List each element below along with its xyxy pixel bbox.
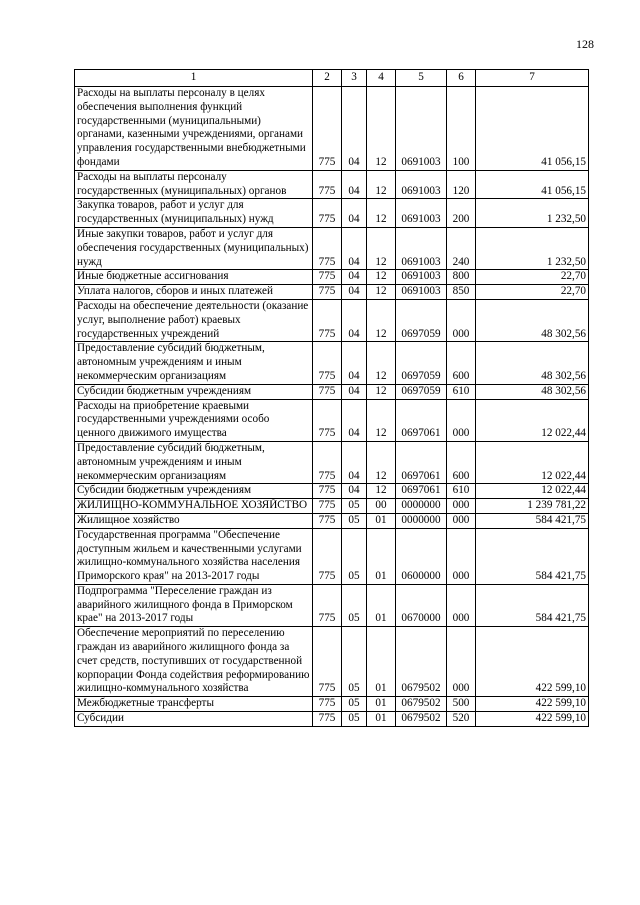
row-csr: 0697059	[396, 299, 447, 341]
row-name: Предоставление субсидий бюджетным, автономным учреждениям и иным некоммерческим организациям	[75, 342, 313, 384]
row-csr: 0691003	[396, 87, 447, 171]
row-pr: 12	[367, 484, 396, 499]
row-sum: 584 421,75	[476, 584, 589, 626]
row-rz: 04	[342, 87, 367, 171]
row-sum: 422 599,10	[476, 627, 589, 697]
row-gr: 775	[313, 584, 342, 626]
row-name: Подпрограмма "Переселение граждан из аварийного жилищного фонда в Приморском крае" на 2013-2017 годы	[75, 584, 313, 626]
row-name: Иные закупки товаров, работ и услуг для обеспечения государственных (муниципальных) нужд	[75, 227, 313, 269]
row-rz: 05	[342, 627, 367, 697]
row-sum: 48 302,56	[476, 384, 589, 399]
row-rz: 04	[342, 342, 367, 384]
row-pr: 01	[367, 627, 396, 697]
row-gr: 775	[313, 484, 342, 499]
header-cell: 2	[313, 70, 342, 87]
row-vr: 500	[447, 697, 476, 712]
row-sum: 12 022,44	[476, 399, 589, 441]
table-row	[75, 441, 589, 483]
page-number: 128	[576, 37, 594, 51]
table-row	[75, 528, 589, 584]
header-cell: 5	[396, 70, 447, 87]
table-row	[75, 484, 589, 499]
row-sum: 584 421,75	[476, 528, 589, 584]
table-row	[75, 342, 589, 384]
row-pr: 12	[367, 227, 396, 269]
row-vr: 000	[447, 528, 476, 584]
row-vr: 610	[447, 384, 476, 399]
table-row	[75, 584, 589, 626]
row-name: Расходы на выплаты персоналу в целях обеспечения выполнения функций государственными (муниципальными) органами, казенными учреждениями, органами управления государственными внебюджетными фондами	[75, 87, 313, 171]
row-rz: 04	[342, 270, 367, 285]
row-rz: 04	[342, 285, 367, 300]
row-rz: 05	[342, 697, 367, 712]
row-gr: 775	[313, 528, 342, 584]
row-gr: 775	[313, 227, 342, 269]
row-name: Субсидии бюджетным учреждениям	[75, 484, 313, 499]
row-pr: 12	[367, 384, 396, 399]
table-row	[75, 697, 589, 712]
row-csr: 0679502	[396, 697, 447, 712]
row-name: ЖИЛИЩНО-КОММУНАЛЬНОЕ ХОЗЯЙСТВО	[75, 499, 313, 514]
row-csr: 0600000	[396, 528, 447, 584]
row-csr: 0697061	[396, 484, 447, 499]
row-gr: 775	[313, 441, 342, 483]
table-row	[75, 399, 589, 441]
row-name: Расходы на приобретение краевыми государственными учреждениями особо ценного движимого имущества	[75, 399, 313, 441]
row-csr: 0697061	[396, 441, 447, 483]
table-row	[75, 227, 589, 269]
row-sum: 1 239 781,22	[476, 499, 589, 514]
row-pr: 12	[367, 199, 396, 228]
table-row	[75, 199, 589, 228]
row-vr: 800	[447, 270, 476, 285]
row-gr: 775	[313, 384, 342, 399]
row-csr: 0000000	[396, 513, 447, 528]
row-pr: 01	[367, 697, 396, 712]
row-csr: 0691003	[396, 170, 447, 199]
row-pr: 01	[367, 584, 396, 626]
row-rz: 05	[342, 513, 367, 528]
row-gr: 775	[313, 270, 342, 285]
row-vr: 240	[447, 227, 476, 269]
row-pr: 12	[367, 342, 396, 384]
table-row	[75, 270, 589, 285]
table-row	[75, 170, 589, 199]
row-rz: 04	[342, 441, 367, 483]
header-cell: 6	[447, 70, 476, 87]
row-name: Иные бюджетные ассигнования	[75, 270, 313, 285]
row-gr: 775	[313, 712, 342, 727]
row-gr: 775	[313, 399, 342, 441]
row-sum: 1 232,50	[476, 227, 589, 269]
row-gr: 775	[313, 342, 342, 384]
row-pr: 12	[367, 441, 396, 483]
row-name: Субсидии бюджетным учреждениям	[75, 384, 313, 399]
row-vr: 000	[447, 399, 476, 441]
table-row	[75, 627, 589, 697]
row-sum: 41 056,15	[476, 87, 589, 171]
row-csr: 0679502	[396, 712, 447, 727]
row-pr: 12	[367, 170, 396, 199]
row-rz: 04	[342, 227, 367, 269]
row-sum: 12 022,44	[476, 484, 589, 499]
row-pr: 01	[367, 528, 396, 584]
row-name: Субсидии	[75, 712, 313, 727]
row-gr: 775	[313, 627, 342, 697]
row-rz: 05	[342, 499, 367, 514]
row-vr: 600	[447, 441, 476, 483]
header-cell: 4	[367, 70, 396, 87]
row-rz: 05	[342, 584, 367, 626]
row-rz: 04	[342, 199, 367, 228]
row-csr: 0691003	[396, 270, 447, 285]
row-name: Обеспечение мероприятий по переселению граждан из аварийного жилищного фонда за счет средств, поступивших от государственной корпорации Фонда содействия реформированию жилищно-коммунального хозяйства	[75, 627, 313, 697]
row-vr: 000	[447, 499, 476, 514]
row-name: Расходы на выплаты персоналу государственных (муниципальных) органов	[75, 170, 313, 199]
row-pr: 12	[367, 270, 396, 285]
row-gr: 775	[313, 199, 342, 228]
row-sum: 41 056,15	[476, 170, 589, 199]
row-sum: 48 302,56	[476, 299, 589, 341]
row-rz: 05	[342, 528, 367, 584]
header-cell: 7	[476, 70, 589, 87]
row-pr: 12	[367, 299, 396, 341]
table-row	[75, 285, 589, 300]
row-name: Межбюджетные трансферты	[75, 697, 313, 712]
row-csr: 0691003	[396, 285, 447, 300]
row-pr: 12	[367, 87, 396, 171]
row-rz: 04	[342, 299, 367, 341]
row-name: Расходы на обеспечение деятельности (оказание услуг, выполнение работ) краевых государственных учреждений	[75, 299, 313, 341]
row-gr: 775	[313, 170, 342, 199]
row-pr: 12	[367, 399, 396, 441]
row-vr: 600	[447, 342, 476, 384]
row-rz: 04	[342, 384, 367, 399]
row-rz: 05	[342, 712, 367, 727]
row-sum: 22,70	[476, 270, 589, 285]
row-vr: 200	[447, 199, 476, 228]
row-pr: 01	[367, 513, 396, 528]
row-name: Предоставление субсидий бюджетным, автономным учреждениям и иным некоммерческим организациям	[75, 441, 313, 483]
row-csr: 0691003	[396, 199, 447, 228]
row-rz: 04	[342, 484, 367, 499]
table-row	[75, 384, 589, 399]
row-csr: 0697061	[396, 399, 447, 441]
row-sum: 12 022,44	[476, 441, 589, 483]
row-csr: 0679502	[396, 627, 447, 697]
row-gr: 775	[313, 513, 342, 528]
row-sum: 584 421,75	[476, 513, 589, 528]
budget-table	[74, 69, 589, 727]
row-vr: 100	[447, 87, 476, 171]
row-csr: 0000000	[396, 499, 447, 514]
row-csr: 0697059	[396, 384, 447, 399]
row-csr: 0691003	[396, 227, 447, 269]
header-cell: 3	[342, 70, 367, 87]
row-vr: 610	[447, 484, 476, 499]
row-vr: 520	[447, 712, 476, 727]
row-vr: 850	[447, 285, 476, 300]
row-name: Жилищное хозяйство	[75, 513, 313, 528]
row-sum: 422 599,10	[476, 712, 589, 727]
row-name: Закупка товаров, работ и услуг для государственных (муниципальных) нужд	[75, 199, 313, 228]
row-gr: 775	[313, 299, 342, 341]
row-csr: 0670000	[396, 584, 447, 626]
row-csr: 0697059	[396, 342, 447, 384]
header-row	[75, 70, 589, 87]
table-row	[75, 299, 589, 341]
row-sum: 48 302,56	[476, 342, 589, 384]
table-row	[75, 499, 589, 514]
row-name: Уплата налогов, сборов и иных платежей	[75, 285, 313, 300]
table-row	[75, 87, 589, 171]
row-gr: 775	[313, 87, 342, 171]
row-vr: 120	[447, 170, 476, 199]
row-gr: 775	[313, 499, 342, 514]
table-row	[75, 513, 589, 528]
row-sum: 1 232,50	[476, 199, 589, 228]
header-cell: 1	[75, 70, 313, 87]
row-gr: 775	[313, 697, 342, 712]
row-name: Государственная программа "Обеспечение доступным жильем и качественными услугами жилищно-коммунального хозяйства населения Приморского края" на 2013-2017 годы	[75, 528, 313, 584]
row-pr: 00	[367, 499, 396, 514]
row-rz: 04	[342, 399, 367, 441]
row-vr: 000	[447, 627, 476, 697]
row-gr: 775	[313, 285, 342, 300]
row-pr: 12	[367, 285, 396, 300]
row-sum: 22,70	[476, 285, 589, 300]
row-vr: 000	[447, 513, 476, 528]
row-sum: 422 599,10	[476, 697, 589, 712]
row-vr: 000	[447, 299, 476, 341]
row-vr: 000	[447, 584, 476, 626]
row-pr: 01	[367, 712, 396, 727]
table-row	[75, 712, 589, 727]
row-rz: 04	[342, 170, 367, 199]
